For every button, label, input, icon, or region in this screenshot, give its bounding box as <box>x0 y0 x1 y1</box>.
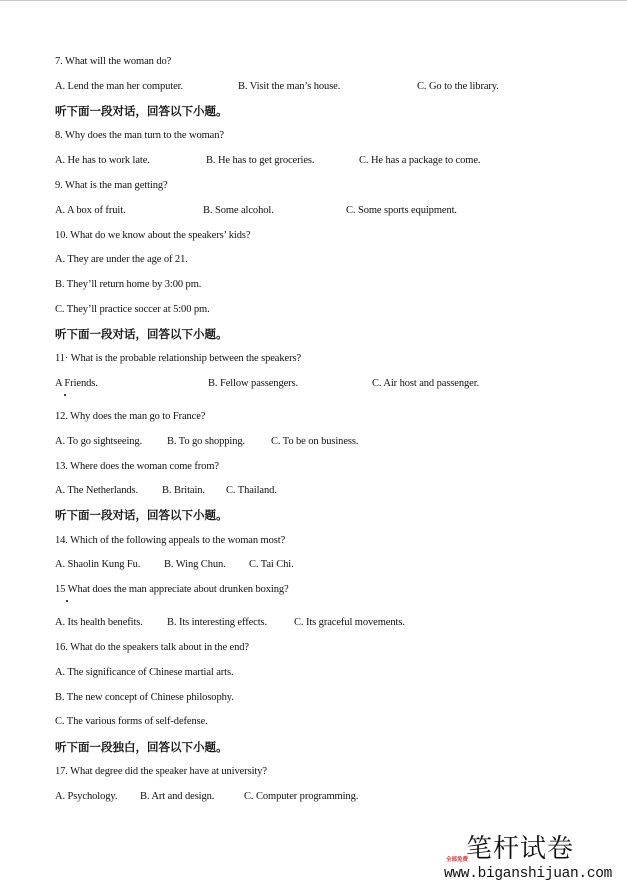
question-10: 10. What do we know about the speakers’ kids? <box>55 230 251 241</box>
question-13: 13. Where does the woman come from? <box>55 461 219 472</box>
question-14: 14. Which of the following appeals to the woman most? <box>55 535 286 546</box>
question-17: 17. What degree did the speaker have at university? <box>55 766 267 777</box>
q10-option-b: B. They’ll return home by 3:00 pm. <box>55 279 202 290</box>
q16-option-b: B. The new concept of Chinese philosophy. <box>55 692 234 703</box>
q8-option-b: B. He has to get groceries. <box>206 155 315 166</box>
q11-option-a: A Friends. <box>55 378 98 389</box>
q10-option-c: C. They’ll practice soccer at 5:00 pm. <box>55 304 210 315</box>
section-header-monologue: 听下面一段独白，回答以下小题。 <box>55 740 228 754</box>
q16-option-a: A. The significance of Chinese martial arts. <box>55 667 234 678</box>
q10-option-a: A. They are under the age of 21. <box>55 254 188 265</box>
q15-option-c: C. Its graceful movements. <box>294 617 405 628</box>
q13-option-c: C. Thailand. <box>226 485 277 496</box>
q12-option-c: C. To be on business. <box>271 436 359 447</box>
q12-option-b: B. To go shopping. <box>167 436 246 447</box>
q11-option-b: B. Fellow passengers. <box>208 378 299 389</box>
q13-option-a: A. The Netherlands. <box>55 485 139 496</box>
q17-option-b: B. Art and design. <box>140 791 215 802</box>
question-9: 9. What is the man getting? <box>55 180 168 191</box>
q9-option-c: C. Some sports equipment. <box>346 205 457 216</box>
watermark-title: 笔杆试卷 <box>466 834 575 864</box>
watermark-badge: 全部免费 <box>446 857 469 863</box>
q9-option-b: B. Some alcohol. <box>203 205 274 216</box>
q7-option-c: C. Go to the library. <box>417 81 499 92</box>
q8-option-c: C. He has a package to come. <box>359 155 481 166</box>
question-12: 12. Why does the man go to France? <box>55 411 206 422</box>
section-header-dialogue: 听下面一段对话，回答以下小题。 <box>55 327 228 341</box>
page-top-border <box>0 0 627 1</box>
q14-option-a: A. Shaolin Kung Fu. <box>55 559 141 570</box>
question-11: 11· What is the probable relationship between the speakers? <box>55 353 302 364</box>
section-header-dialogue: 听下面一段对话，回答以下小题。 <box>55 104 228 118</box>
q15-option-a: A. Its health benefits. <box>55 617 143 628</box>
q7-option-a: A. Lend the man her computer. <box>55 81 184 92</box>
q11-option-c: C. Air host and passenger. <box>372 378 480 389</box>
q12-option-a: A. To go sightseeing. <box>55 436 143 447</box>
q13-option-b: B. Britain. <box>162 485 205 496</box>
section-header-dialogue: 听下面一段对话，回答以下小题。 <box>55 508 228 522</box>
question-16: 16. What do the speakers talk about in the end? <box>55 642 249 653</box>
q7-option-b: B. Visit the man’s house. <box>238 81 341 92</box>
q16-option-c: C. The various forms of self-defense. <box>55 716 208 727</box>
stray-dot <box>64 394 66 396</box>
question-8: 8. Why does the man turn to the woman? <box>55 130 224 141</box>
q17-option-c: C. Computer programming. <box>244 791 359 802</box>
stray-dot <box>66 600 68 602</box>
question-15: 15 What does the man appreciate about drunken boxing? <box>55 584 289 595</box>
q15-option-b: B. Its interesting effects. <box>167 617 268 628</box>
q17-option-a: A. Psychology. <box>55 791 118 802</box>
q8-option-a: A. He has to work late. <box>55 155 150 166</box>
q14-option-b: B. Wing Chun. <box>164 559 226 570</box>
watermark-url: www.biganshijuan.com <box>444 866 613 882</box>
question-7: 7. What will the woman do? <box>55 56 172 67</box>
q14-option-c: C. Tai Chi. <box>249 559 294 570</box>
q9-option-a: A. A box of fruit. <box>55 205 126 216</box>
